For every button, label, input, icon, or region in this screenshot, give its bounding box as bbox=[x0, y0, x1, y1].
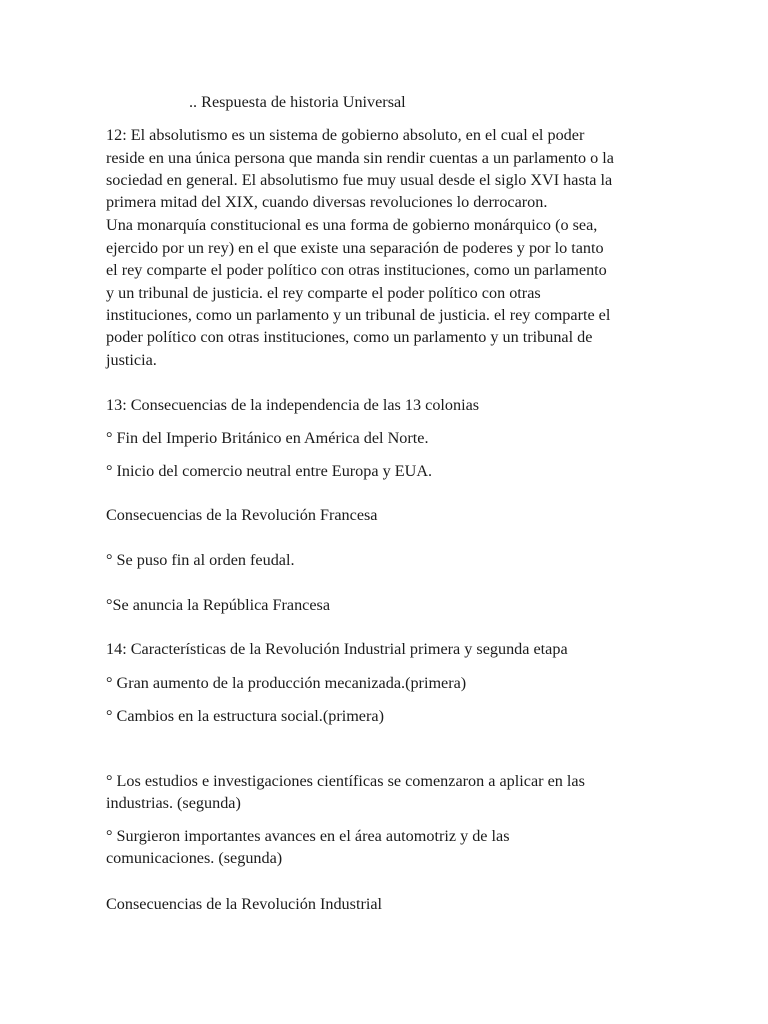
text-line: Una monarquía constitucional es una forma de gobierno monárquico (o sea, bbox=[106, 216, 598, 234]
text-line: reside en una única persona que manda sin rendir cuentas a un parlamento o la bbox=[106, 149, 614, 167]
document-title: .. Respuesta de historia Universal bbox=[189, 93, 406, 111]
text-line: justicia. bbox=[106, 351, 157, 369]
bullet-item-continuation: industrias. (segunda) bbox=[106, 794, 241, 812]
section-heading: 14: Características de la Revolución Industrial primera y segunda etapa bbox=[106, 640, 568, 658]
text-line: sociedad en general. El absolutismo fue muy usual desde el siglo XVI hasta la bbox=[106, 171, 613, 189]
bullet-item: °Se anuncia la República Francesa bbox=[106, 596, 331, 614]
text-line: 12: El absolutismo es un sistema de gobierno absoluto, en el cual el poder bbox=[106, 126, 585, 144]
text-line: ejercido por un rey) en el que existe una separación de poderes y por lo tanto bbox=[106, 239, 604, 257]
section-heading: Consecuencias de la Revolución Francesa bbox=[106, 506, 378, 524]
bullet-item-continuation: comunicaciones. (segunda) bbox=[106, 849, 283, 867]
bullet-item: ° Surgieron importantes avances en el área automotriz y de las bbox=[106, 827, 510, 845]
section-heading: 13: Consecuencias de la independencia de las 13 colonias bbox=[106, 396, 480, 414]
text-line: instituciones, como un parlamento y un tribunal de justicia. el rey comparte el bbox=[106, 306, 611, 324]
bullet-item: ° Cambios en la estructura social.(primera) bbox=[106, 707, 384, 725]
bullet-item: ° Fin del Imperio Británico en América del Norte. bbox=[106, 429, 429, 447]
section-heading: Consecuencias de la Revolución Industrial bbox=[106, 895, 383, 913]
text-line: el rey comparte el poder político con otras instituciones, como un parlamento bbox=[106, 261, 607, 279]
text-line: y un tribunal de justicia. el rey comparte el poder político con otras bbox=[106, 284, 541, 302]
bullet-item: ° Los estudios e investigaciones científicas se comenzaron a aplicar en las bbox=[106, 772, 585, 790]
bullet-item: ° Se puso fin al orden feudal. bbox=[106, 551, 295, 569]
bullet-item: ° Inicio del comercio neutral entre Europa y EUA. bbox=[106, 462, 433, 480]
bullet-item: ° Gran aumento de la producción mecanizada.(primera) bbox=[106, 674, 467, 692]
text-line: primera mitad del XIX, cuando diversas revoluciones lo derrocaron. bbox=[106, 193, 548, 211]
text-line: poder político con otras instituciones, como un parlamento y un tribunal de bbox=[106, 328, 593, 346]
